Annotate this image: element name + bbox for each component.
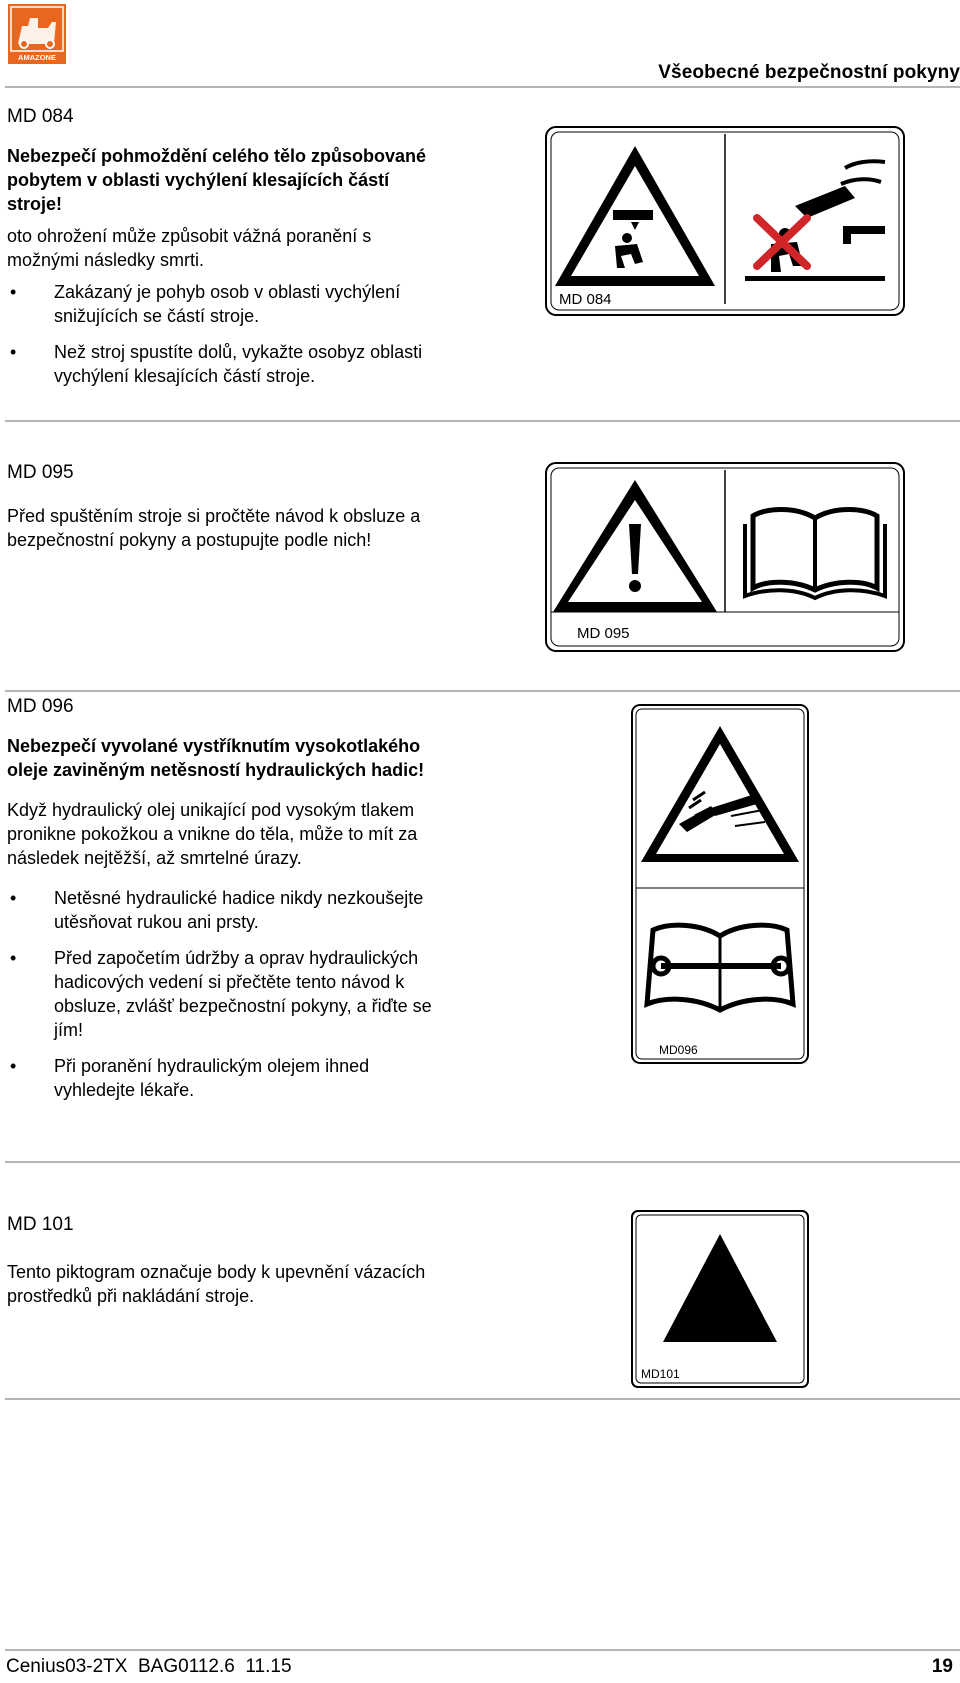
section-rule <box>5 1398 960 1400</box>
section-id: MD 096 <box>7 696 74 717</box>
md084-warning-sign <box>545 126 905 316</box>
sign-label: MD101 <box>641 1367 680 1381</box>
bullet-list <box>7 280 437 388</box>
section-body: Když hydraulický olej unikající pod vysokým tlakem pronikne pokožkou a vnikne do těla, může to mít za následek nejtěžší, až smrtelné úrazy. <box>7 800 418 868</box>
md096-warning-sign <box>631 704 809 1064</box>
list-item: • Zakázaný je pohyb osob v oblasti vychýlení snižujících se částí stroje. <box>7 280 437 328</box>
svg-text:AMAZONE: AMAZONE <box>18 53 56 62</box>
section-rule <box>5 420 960 422</box>
md101-lashing-point-sign <box>631 1210 809 1388</box>
section-id: MD 101 <box>7 1214 74 1235</box>
page-header-title: Všeobecné bezpečnostní pokyny <box>658 62 960 83</box>
list-item: • Při poranění hydraulickým olejem ihned vyhledejte lékaře. <box>7 1054 447 1102</box>
bullet-list <box>7 886 447 1102</box>
section-rule <box>5 690 960 692</box>
list-item: • Netěsné hydraulické hadice nikdy nezkoušejte utěsňovat rukou ani prsty. <box>7 886 447 934</box>
section-rule <box>5 1161 960 1163</box>
section-heading: Nebezpečí pohmoždění celého tělo způsobované pobytem v oblasti vychýlení klesajících částí stroje! <box>7 146 427 214</box>
section-body: oto ohrožení může způsobit vážná poranění s možnými následky smrti. <box>7 226 372 270</box>
header-rule <box>5 86 960 88</box>
section-body: Před spuštěním stroje si pročtěte návod k obsluze a bezpečnostní pokyny a postupujte podle nich! <box>7 506 421 550</box>
page-number: 19 <box>931 1656 953 1677</box>
section-md101 <box>7 1214 567 1316</box>
section-body: Tento piktogram označuje body k upevnění vázacích prostředků při nakládání stroje. <box>7 1262 426 1306</box>
section-heading: Nebezpečí vyvolané vystříknutím vysokotlakého oleje zaviněným netěsností hydraulických hadic! <box>7 736 425 780</box>
amazone-logo <box>8 4 66 64</box>
footer-rule <box>5 1649 960 1651</box>
md095-warning-sign <box>545 462 905 652</box>
footer-doc-info: Cenius03-2TX BAG0112.6 11.15 <box>6 1656 292 1677</box>
sign-label: MD096 <box>659 1043 698 1057</box>
list-item: • Před započetím údržby a oprav hydraulických hadicových vedení si přečtěte tento návod k obsluze, zvlášť bezpečnostní pokyny, a řiďte se jím! <box>7 946 447 1042</box>
section-id: MD 095 <box>7 462 74 483</box>
section-id: MD 084 <box>7 106 74 127</box>
sign-label: MD 084 <box>559 291 612 308</box>
section-md084 <box>7 106 567 400</box>
section-md096 <box>7 696 567 1114</box>
sign-label: MD 095 <box>577 625 630 642</box>
list-item: • Než stroj spustíte dolů, vykažte osobyz oblasti vychýlení klesajících částí stroje. <box>7 340 437 388</box>
section-md095 <box>7 462 567 560</box>
